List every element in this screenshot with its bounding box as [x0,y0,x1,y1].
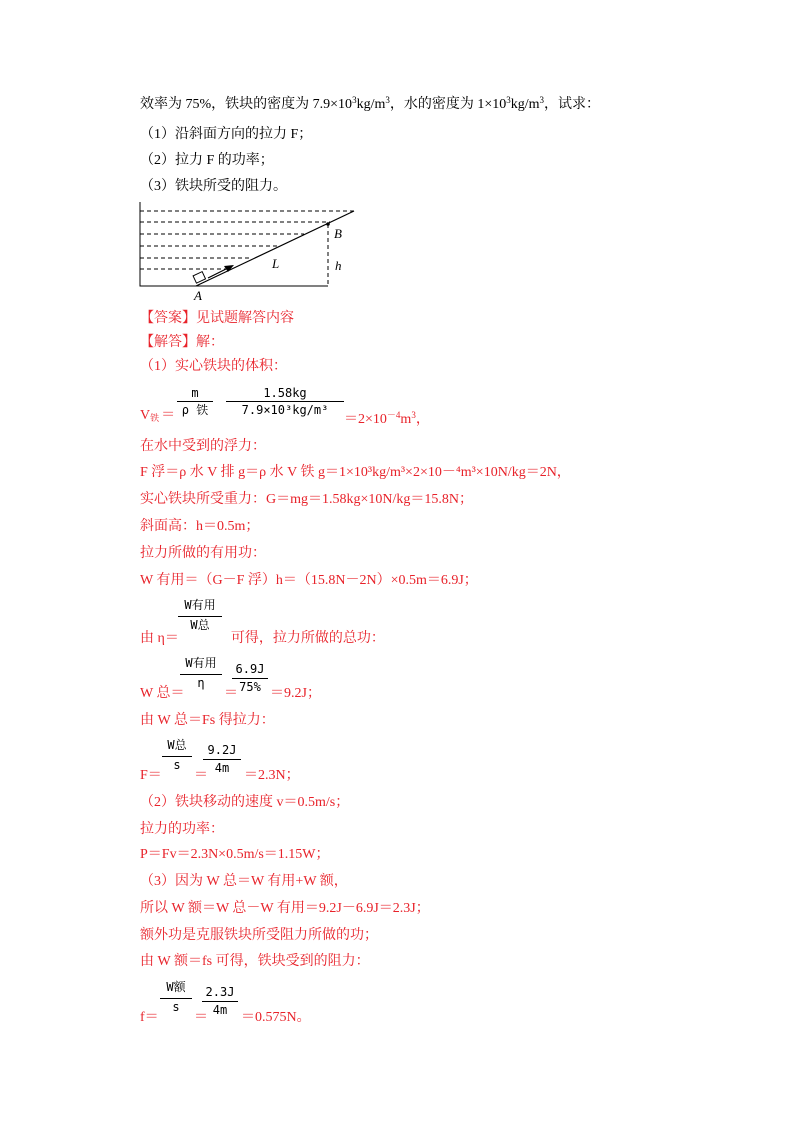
fraction-denominator: s [173,758,181,772]
fraction-numerator: W总 [167,738,187,752]
fraction-m-over-rho [177,386,213,426]
extra-work-equation: 所以 W 额＝W 总－W 有用＝9.2J－6.9J＝2.3J； [140,901,430,916]
fraction-efficiency [178,598,222,642]
volume-unit: m [400,412,412,427]
volume-result [344,411,430,429]
question-3: （3）铁块所受的阻力。 [140,179,287,194]
question-2: （2）拉力 F 的功率； [140,153,274,168]
solution-text: 解： [196,335,224,350]
iron-block [193,272,205,283]
answer-line [140,310,294,328]
fraction-useful-over-eta [180,656,222,700]
label-a: A [194,288,202,303]
force-line [140,767,162,785]
velocity-line: （2）铁块移动的速度 v＝0.5m/s； [140,795,350,810]
exponent: 3 [385,95,390,105]
fraction-denominator: s [172,1000,180,1014]
fraction-extra-over-s [160,980,192,1024]
intro-text: kg/m [510,97,540,112]
solution-step-7: 由 W 总＝Fs 得拉力： [140,713,275,728]
label-b: B [334,226,342,241]
point-b [326,222,330,226]
friction-line [140,1009,159,1027]
solution-step-1: （1）实心铁块的体积： [140,359,287,374]
fraction-bar [202,1001,238,1002]
volume-line [140,407,175,425]
total-work-line [140,685,184,703]
volume-subscript: 铁 [150,413,160,423]
fraction-bar [162,756,192,757]
fraction-bar [178,616,222,617]
fraction-bar [177,401,213,402]
solution-step-5: 拉力所做的有用功： [140,546,266,561]
efficiency-prefix: 由 η＝ [140,631,179,646]
fraction-denominator: ρ 铁 [181,403,209,417]
fraction-bar [180,674,222,675]
fraction-denominator: 7.9×10³kg/m³ [241,403,329,417]
water-lines [140,211,354,286]
solution-step-2: 在水中受到的浮力： [140,439,266,454]
fraction-mass-over-density [226,386,344,426]
exponent: 3 [352,95,357,105]
efficiency-suffix: 可得，拉力所做的总功： [230,631,385,646]
fraction-denominator: 4m [212,1003,228,1017]
gravity-equation: 实心铁块所受重力：G＝mg＝1.58kg×10N/kg＝15.8N； [140,492,474,507]
solution-step-13: 额外功是克服铁块所受阻力所做的功； [140,928,378,943]
exponent: 3 [506,95,511,105]
friction-result: ＝0.575N。 [241,1010,311,1025]
fraction-bar [160,998,192,999]
fraction-denominator: η [197,676,205,690]
fraction-numerator: W有用 [185,656,217,670]
force-result: ＝2.3N； [244,768,300,783]
fraction-denominator: W总 [190,618,210,632]
label-l: L [272,256,280,271]
fraction-2.3-over-4 [202,985,238,1025]
fraction-total-over-s [162,738,192,782]
label-h: h [335,258,342,273]
intro-text: kg/m [356,97,386,112]
question-1: （1）沿斜面方向的拉力 F； [140,127,313,142]
equals-sign: ＝ [194,768,208,783]
equals-sign: ＝ [194,1010,208,1025]
solution-step-9: 拉力的功率： [140,822,224,837]
punctuation: ， [415,412,430,427]
exponent: 3 [411,410,416,420]
intro-text: 效率为 75%，铁块的密度为 7.9×10 [140,97,353,112]
height-equation: 斜面高：h＝0.5m； [140,519,260,534]
buoyancy-equation: F 浮＝ρ 水 V 排 g＝ρ 水 V 铁 g＝1×10³kg/m³×2×10－⁴m³×10N/kg＝2N， [140,465,571,480]
fraction-denominator: 4m [214,761,230,775]
volume-value: ＝2×10 [344,412,387,427]
fraction-numerator: 2.3J [205,985,235,999]
total-work-prefix: W 总＝ [140,686,185,701]
exponent: 3 [539,95,545,105]
answer-bracket: 【答案】 [140,311,196,326]
exponent: －4 [386,410,401,420]
solution-header [140,334,224,352]
fraction-6.9-over-75 [232,662,268,702]
fraction-numerator: m [191,386,199,400]
power-equation: P＝Fv＝2.3N×0.5m/s＝1.15W； [140,847,330,862]
intro-text: ，水的密度为 1×10 [389,97,507,112]
friction-prefix: f＝ [140,1010,159,1025]
solution-step-14: 由 W 额＝fs 可得，铁块受到的阻力： [140,954,370,969]
fraction-bar [226,401,344,402]
fraction-numerator: 1.58kg [263,386,307,400]
work-relation: （3）因为 W 总＝W 有用+W 额， [140,874,348,889]
force-prefix: F＝ [140,768,162,783]
intro-text: ，试求： [544,97,601,112]
fraction-9.2-over-4 [203,743,241,783]
total-work-result: ＝9.2J； [270,686,321,701]
answer-text: 见试题解答内容 [196,311,294,326]
efficiency-line [140,630,385,648]
volume-symbol: V [140,408,151,423]
fraction-numerator: 6.9J [235,662,265,676]
problem-intro [140,96,600,114]
solution-bracket: 【解答】 [140,335,196,350]
fraction-numerator: W有用 [184,598,216,612]
fraction-numerator: 9.2J [207,743,237,757]
container-outline [140,202,328,286]
fraction-bar [203,759,241,760]
incline-diagram [132,200,362,304]
fraction-denominator: 75% [239,680,261,694]
useful-work-equation: W 有用＝（G－F 浮）h＝（15.8N－2N）×0.5m＝6.9J； [140,573,478,588]
fraction-numerator: W额 [166,980,186,994]
fraction-bar [232,678,268,679]
equals-sign: ＝ [161,408,176,423]
equals-sign: ＝ [224,686,238,701]
